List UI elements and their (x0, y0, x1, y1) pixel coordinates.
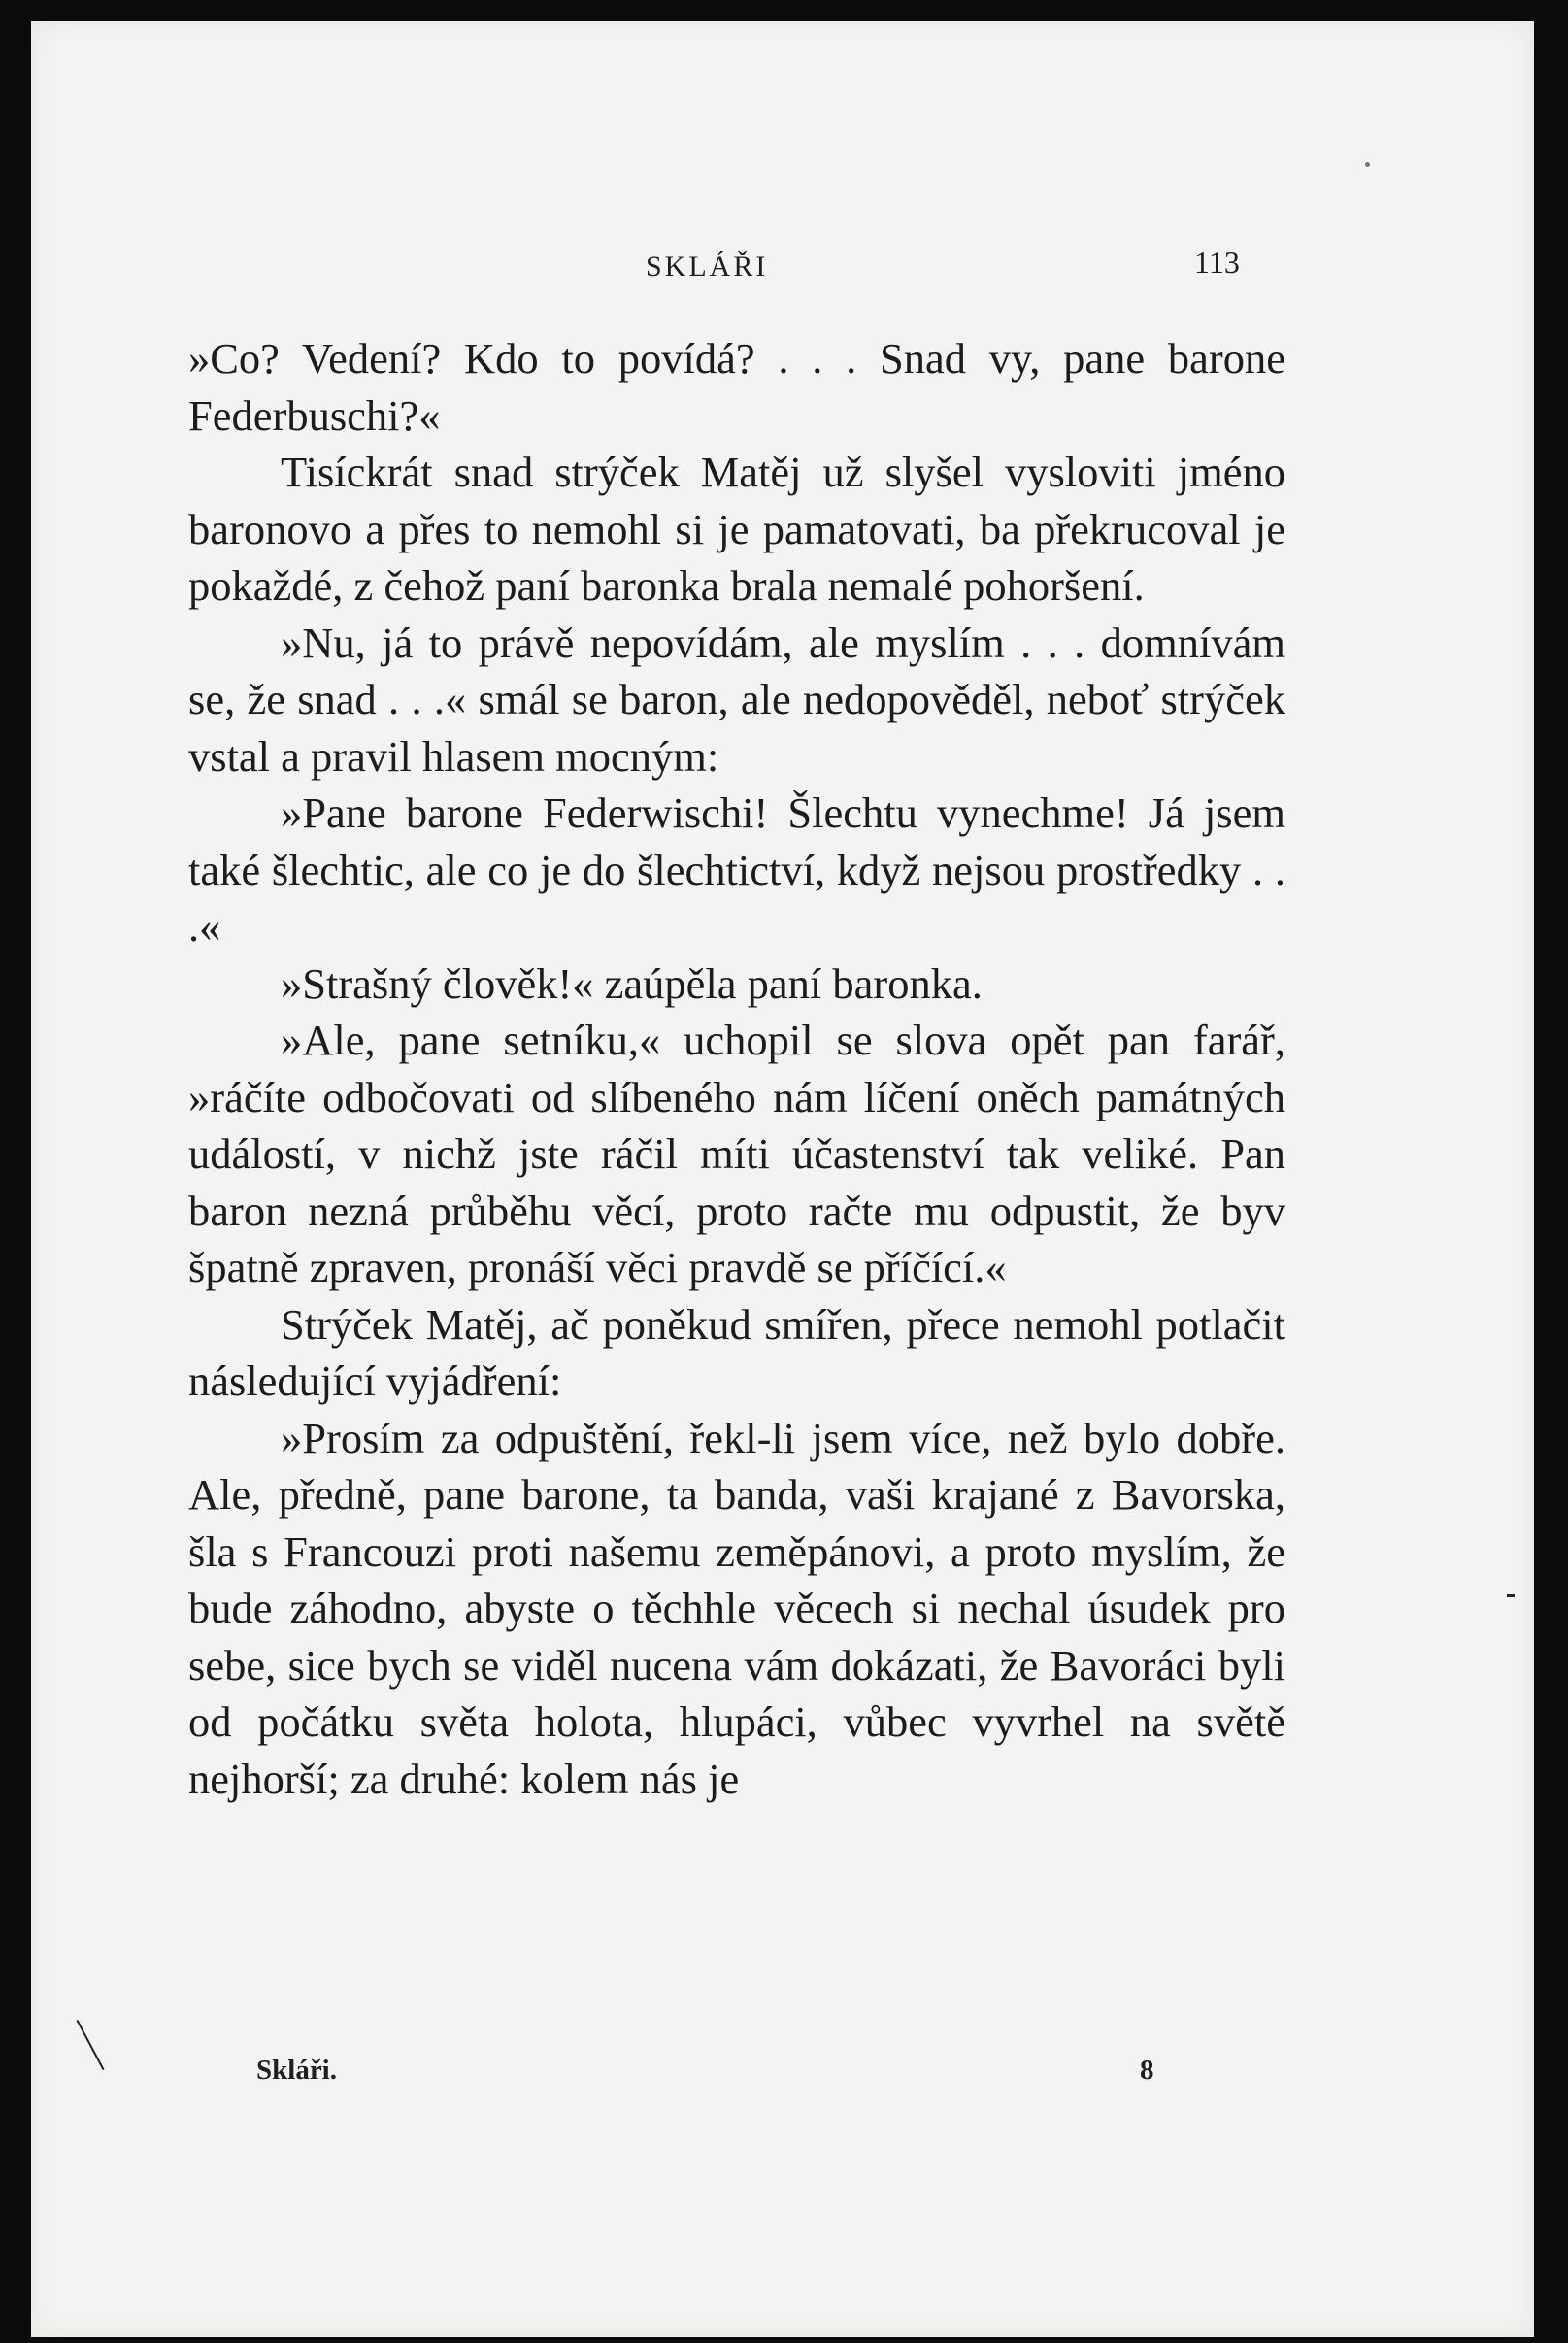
body-text (188, 330, 1285, 1807)
page-number: 113 (1194, 245, 1240, 280)
paragraph: Strýček Matěj, ač poněkud smířen, přece nemohl potlačit následující vyjádření: (188, 1299, 1285, 1405)
running-title: SKLÁŘI (646, 251, 769, 283)
page-header (31, 245, 1534, 284)
paragraph: »Prosím za odpuštění, řekl-li jsem více, než bylo dobře. Ale, předně, pane barone, ta banda, vaši krajané z Bavorska, šla s Francouzi proti našemu zeměpánovi, a proto myslím, že bude záhodno, abyste o těchhle věcech si nechal úsudek pro sebe, sice bych se viděl nucena vám dokázati, že Bavoráci byli od počátku světa holota, hlupáci, vůbec vyvrhel na světě nejhorší; za druhé: kolem nás je (188, 1413, 1285, 1803)
paragraph: »Nu, já to právě nepovídám, ale myslím . . . domnívám se, že snad . . .« smál se baron, ale nedopověděl, neboť strýček vstal a pravil hlasem mocným: (188, 618, 1285, 781)
margin-mark (1365, 162, 1370, 167)
page-footer (31, 2055, 1534, 2093)
paragraph: »Strašný člověk!« zaúpěla paní baronka. (281, 958, 983, 1008)
paragraph: »Ale, pane setníku,« uchopil se slova opět pan farář, »ráčíte odbočovati od slíbeného nám líčení oněch památných událostí, v nichž jste ráčil míti účastenství tak veliké. Pan baron nezná průběhu věcí, proto račte mu odpustit, že byv špatně zpraven, pronáší věci pravdě se příčící.« (188, 1016, 1285, 1291)
paragraph: »Pane barone Federwischi! Šlechtu vynechme! Já jsem také šlechtic, ale co je do šlechtictví, když nejsou prostředky . . .« (188, 788, 1285, 951)
signature-number: 8 (1140, 2055, 1154, 2086)
margin-mark (1507, 1594, 1515, 1597)
signature-title: Skláři. (256, 2055, 337, 2086)
paragraph: »Co? Vedení? Kdo to povídá? . . . Snad vy, pane barone Federbuschi?« (188, 334, 1285, 440)
paragraph: Tisíckrát snad strýček Matěj už slyšel vysloviti jméno baronovo a přes to nemohl si je pamatovati, ba překrucoval je pokaždé, z čehož paní baronka brala nemalé pohoršení. (188, 448, 1285, 610)
book-page (31, 21, 1534, 2337)
